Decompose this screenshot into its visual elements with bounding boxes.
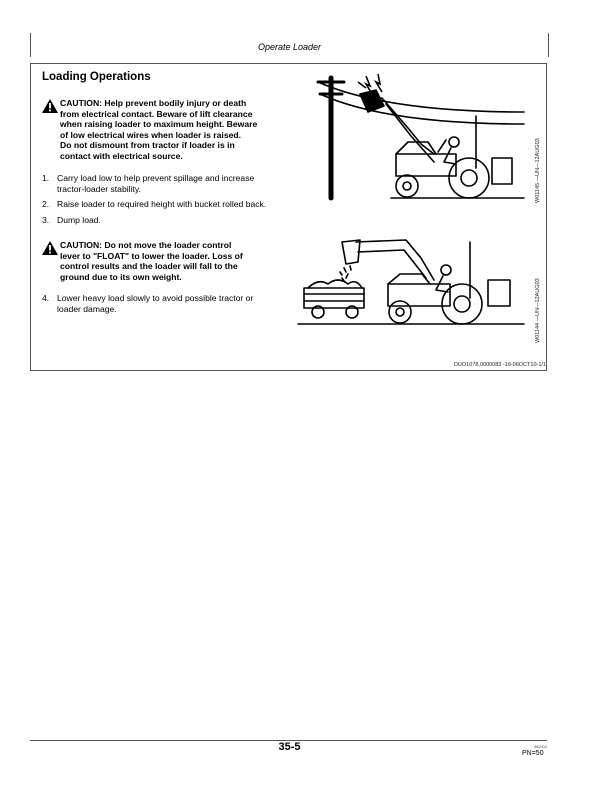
warning-triangle-icon: [42, 241, 58, 255]
pn-label: PN=50: [522, 750, 544, 757]
step-item: [42, 215, 101, 226]
step-item: [42, 293, 253, 314]
step-item: [42, 199, 266, 210]
warning-triangle-icon: [42, 99, 58, 113]
step-text: Carry load low to help prevent spillage and increase tractor-loader stability.: [57, 173, 255, 194]
step-number: 4.: [42, 293, 50, 303]
figure-code-2: W01144 —UN—12AUG03: [535, 278, 541, 343]
reference-code: OUO1078,0000083 -19-06OCT10-1/1: [453, 362, 546, 368]
footer-small-code: 082412: [534, 744, 548, 749]
step-text: Dump load.: [57, 215, 101, 225]
page-number: 35-5: [278, 741, 301, 753]
illustration-dumping-load: [296, 228, 526, 328]
caution-text-electrical: CAUTION: Help prevent bodily injury or death from electrical contact. Beware of lift clearance when raising loader to maximum height. Beware of low electrical wires when loader is raised. Do not dismount from tractor if loader is in contact with electrical source.: [60, 98, 258, 161]
step-number: 1.: [42, 173, 50, 183]
figure-code-1: W01145 —UN—12AUG03: [535, 138, 541, 203]
caution-block-float: [42, 240, 243, 282]
caution-text-float: CAUTION: Do not move the loader control lever to "FLOAT" to lower the loader. Loss of control results and the loader will fall to the ground due to its own weight.: [60, 240, 243, 282]
step-text: Raise loader to required height with bucket rolled back.: [57, 199, 267, 209]
illustration-loader-power-line: [296, 72, 526, 202]
step-item: [42, 173, 254, 194]
step-number: 2.: [42, 199, 50, 209]
header-title: Operate Loader: [257, 42, 322, 52]
step-number: 3.: [42, 215, 50, 225]
step-text: Lower heavy load slowly to avoid possible tractor or loader damage.: [57, 293, 254, 314]
caution-block-electrical: [42, 98, 257, 162]
section-title: Loading Operations: [42, 71, 151, 83]
